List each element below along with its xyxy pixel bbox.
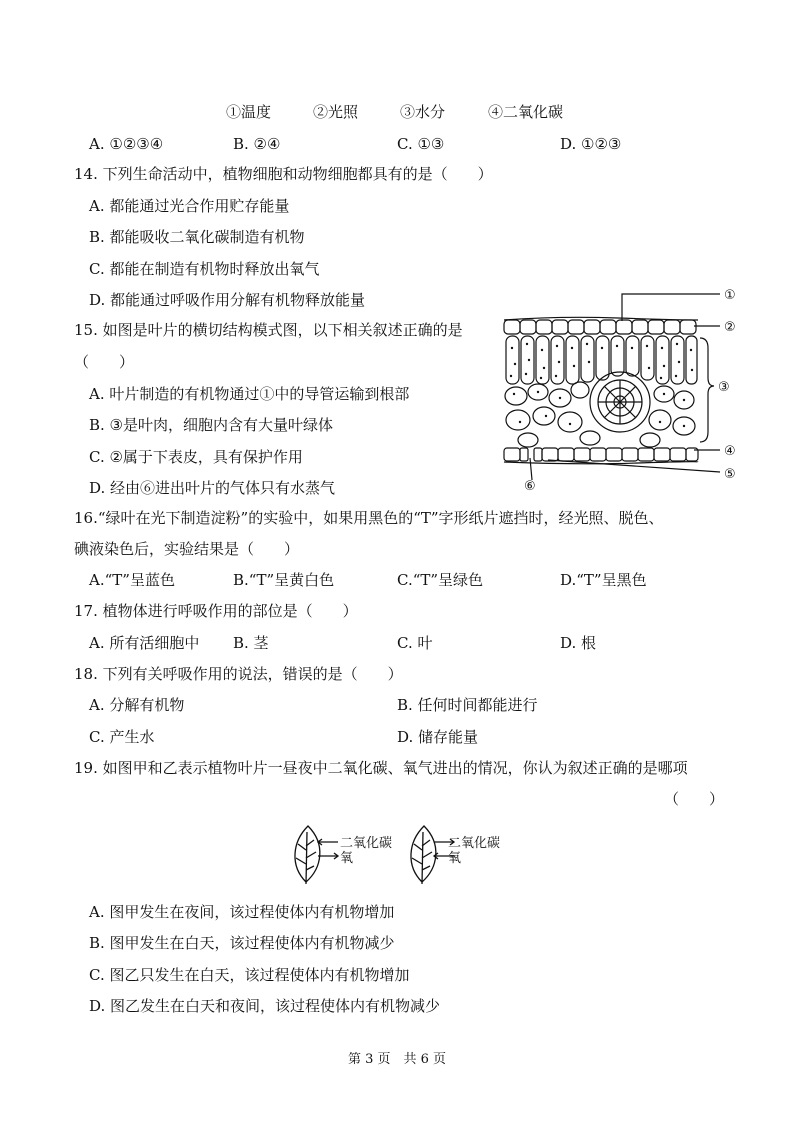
- q16-option-d[interactable]: D.“T”呈黑色: [560, 571, 647, 589]
- upper-epidermis: [504, 320, 696, 334]
- q16-stem-line2: 碘液染色后，实验结果是（ ）: [74, 540, 300, 558]
- q19-option-b[interactable]: B. 图甲发生在白天，该过程使体内有机物减少: [89, 934, 395, 952]
- q19-option-a[interactable]: A. 图甲发生在夜间，该过程使体内有机物增加: [89, 903, 395, 921]
- label-5: ⑤: [724, 467, 736, 482]
- factor-temperature: ①温度: [226, 103, 272, 121]
- q15-stem-line1: 15. 如图是叶片的横切结构模式图，以下相关叙述正确的是: [74, 321, 463, 339]
- q13-option-a[interactable]: A. ①②③④: [89, 135, 164, 153]
- vein-bundle: [590, 372, 650, 432]
- q15-option-c[interactable]: C. ②属于下表皮，具有保护作用: [89, 448, 303, 466]
- label-2: ②: [724, 320, 736, 335]
- q14-option-b[interactable]: B. 都能吸收二氧化碳制造有机物: [89, 228, 305, 246]
- label-6: ⑥: [524, 479, 536, 492]
- q18-option-b[interactable]: B. 任何时间都能进行: [397, 696, 538, 714]
- q17-option-b[interactable]: B. 茎: [233, 634, 269, 652]
- q16-stem-line1: 16.“绿叶在光下制造淀粉”的实验中，如果用黑色的“T”字形纸片遮挡时，经光照、脱色、: [74, 509, 664, 527]
- q18-option-a[interactable]: A. 分解有机物: [89, 696, 185, 714]
- leaf-yi-o2-label: 氧: [448, 851, 462, 866]
- q14-stem: 14. 下列生命活动中，植物细胞和动物细胞都具有的是（ ）: [74, 165, 493, 183]
- q14-option-d[interactable]: D. 都能通过呼吸作用分解有机物释放能量: [89, 291, 366, 309]
- q17-option-a[interactable]: A. 所有活细胞中: [89, 634, 200, 652]
- label-4: ④: [724, 444, 736, 459]
- q17-option-c[interactable]: C. 叶: [397, 634, 433, 652]
- lower-epidermis: [504, 448, 698, 461]
- q18-option-d[interactable]: D. 储存能量: [397, 728, 479, 746]
- label-1: ①: [724, 288, 736, 303]
- leaf-cross-section-figure: [498, 282, 748, 492]
- leaf-gas-exchange-figure: [288, 822, 518, 888]
- palisade-layer: [506, 336, 697, 384]
- q17-stem: 17. 植物体进行呼吸作用的部位是（ ）: [74, 602, 358, 620]
- q19-answer-paren: （ ）: [664, 790, 725, 808]
- q13-option-d[interactable]: D. ①②③: [560, 135, 622, 153]
- q14-option-a[interactable]: A. 都能通过光合作用贮存能量: [89, 197, 290, 215]
- factor-water: ③水分: [400, 103, 446, 121]
- q16-option-c[interactable]: C.“T”呈绿色: [397, 571, 484, 589]
- factor-co2: ④二氧化碳: [488, 103, 564, 121]
- q19-stem: 19. 如图甲和乙表示植物叶片一昼夜中二氧化碳、氧气进出的情况，你认为叙述正确的是哪项: [74, 759, 688, 777]
- q13-option-c[interactable]: C. ①③: [397, 135, 445, 153]
- leaf-yi-co2-label: 二氧化碳: [448, 836, 501, 851]
- q16-option-b[interactable]: B.“T”呈黄白色: [233, 571, 335, 589]
- q18-stem: 18. 下列有关呼吸作用的说法，错误的是（ ）: [74, 665, 403, 683]
- q14-option-c[interactable]: C. 都能在制造有机物时释放出氧气: [89, 260, 320, 278]
- label-3: ③: [718, 380, 730, 395]
- q15-option-d[interactable]: D. 经由⑥进出叶片的气体只有水蒸气: [89, 479, 336, 497]
- factor-light: ②光照: [313, 103, 359, 121]
- q13-option-b[interactable]: B. ②④: [233, 135, 281, 153]
- q15-option-b[interactable]: B. ③是叶肉，细胞内含有大量叶绿体: [89, 416, 334, 434]
- q19-option-d[interactable]: D. 图乙发生在白天和夜间，该过程使体内有机物减少: [89, 997, 441, 1015]
- q19-option-c[interactable]: C. 图乙只发生在白天，该过程使体内有机物增加: [89, 966, 410, 984]
- q18-option-c[interactable]: C. 产生水: [89, 728, 155, 746]
- leaf-jia-co2-label: 二氧化碳: [340, 836, 393, 851]
- leaf-jia: [295, 826, 338, 884]
- q15-option-a[interactable]: A. 叶片制造的有机物通过①中的导管运输到根部: [89, 385, 410, 403]
- q17-option-d[interactable]: D. 根: [560, 634, 597, 652]
- leaf-jia-o2-label: 氧: [340, 851, 354, 866]
- q15-stem-line2: （ ）: [74, 353, 135, 371]
- page-footer: 第 3 页 共 6 页: [347, 1052, 447, 1067]
- q16-option-a[interactable]: A.“T”呈蓝色: [89, 571, 175, 589]
